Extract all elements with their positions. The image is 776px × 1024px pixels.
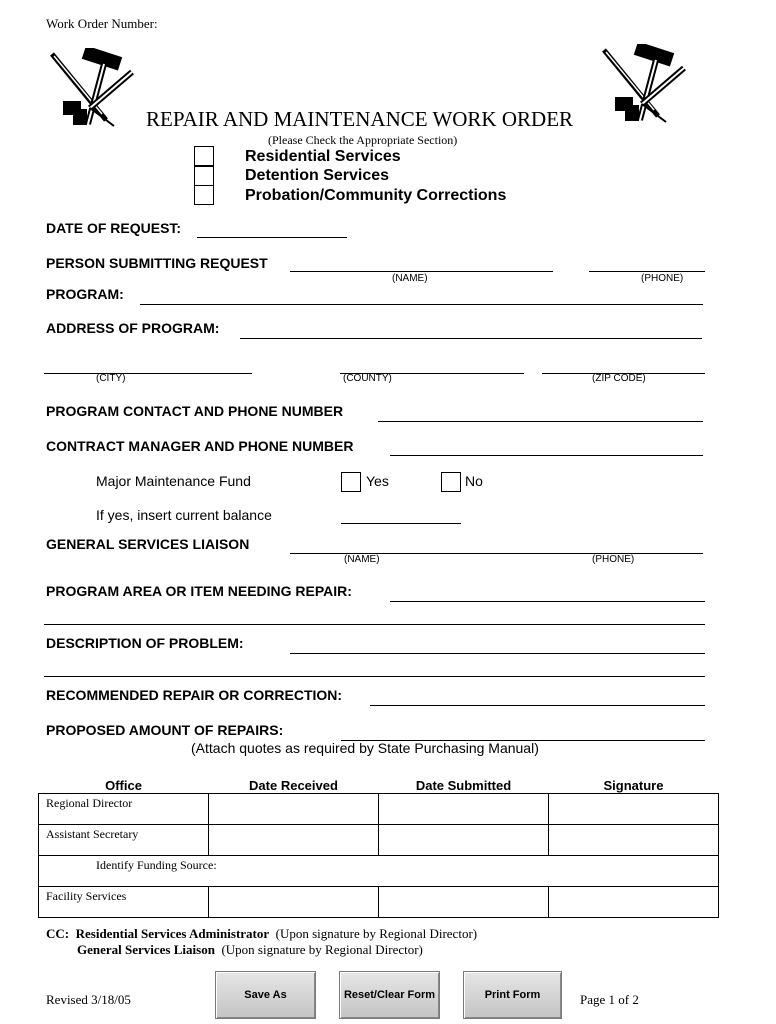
contract-manager-label: CONTRACT MANAGER AND PHONE NUMBER bbox=[46, 438, 354, 454]
city-field[interactable] bbox=[44, 373, 252, 374]
row-label-assistant-secretary: Assistant Secretary bbox=[39, 825, 209, 856]
revised-date: Revised 3/18/05 bbox=[46, 992, 131, 1007]
page-subtitle: (Please Check the Appropriate Section) bbox=[268, 133, 458, 147]
date-of-request-label: DATE OF REQUEST: bbox=[46, 220, 182, 236]
assistant-secretary-date-received[interactable] bbox=[209, 825, 379, 856]
checkbox-fund-no[interactable] bbox=[441, 472, 461, 492]
date-of-request-field[interactable] bbox=[197, 237, 347, 238]
no-label: No bbox=[465, 473, 483, 489]
description-field[interactable] bbox=[290, 653, 705, 654]
cc-prefix: CC: bbox=[46, 926, 70, 941]
area-needing-repair-field-2[interactable] bbox=[44, 624, 705, 625]
facility-services-signature[interactable] bbox=[549, 887, 719, 918]
program-contact-label: PROGRAM CONTACT AND PHONE NUMBER bbox=[46, 403, 344, 419]
section-label-detention: Detention Services bbox=[245, 167, 390, 184]
area-needing-repair-label: PROGRAM AREA OR ITEM NEEDING REPAIR: bbox=[46, 583, 352, 599]
header-date-submitted: Date Submitted bbox=[415, 777, 512, 793]
row-label-facility-services: Facility Services bbox=[39, 887, 209, 918]
approval-table bbox=[38, 777, 719, 918]
regional-director-date-submitted[interactable] bbox=[379, 794, 549, 825]
identify-funding-source-label: Identify Funding Source: bbox=[96, 858, 217, 872]
section-label-probation: Probation/Community Corrections bbox=[245, 187, 507, 204]
header-office: Office bbox=[105, 777, 142, 793]
regional-director-signature[interactable] bbox=[549, 794, 719, 825]
address-of-program-label: ADDRESS OF PROGRAM: bbox=[46, 320, 220, 336]
description-field-2[interactable] bbox=[44, 676, 705, 677]
assistant-secretary-signature[interactable] bbox=[549, 825, 719, 856]
area-needing-repair-field[interactable] bbox=[390, 601, 705, 602]
address-field[interactable] bbox=[240, 338, 702, 339]
row-label-regional-director: Regional Director bbox=[39, 794, 209, 825]
program-contact-field[interactable] bbox=[378, 421, 703, 422]
zip-code-hint: (ZIP CODE) bbox=[592, 373, 646, 384]
section-label-residential: Residential Services bbox=[245, 148, 401, 165]
work-order-number-field[interactable] bbox=[170, 29, 370, 30]
yes-label: Yes bbox=[366, 473, 389, 489]
person-submitting-phone-field[interactable] bbox=[589, 271, 705, 272]
header-date-received: Date Received bbox=[249, 777, 338, 793]
current-balance-field[interactable] bbox=[341, 523, 461, 524]
recommended-repair-label: RECOMMENDED REPAIR OR CORRECTION: bbox=[46, 687, 343, 703]
checkbox-fund-yes[interactable] bbox=[341, 472, 361, 492]
page-number: Page 1 of 2 bbox=[580, 992, 639, 1007]
identify-funding-source-cell[interactable] bbox=[39, 856, 719, 887]
program-label: PROGRAM: bbox=[46, 286, 124, 302]
recommended-repair-field[interactable] bbox=[370, 705, 705, 706]
cc-residential-note: (Upon signature by Regional Director) bbox=[275, 926, 478, 941]
assistant-secretary-date-submitted[interactable] bbox=[379, 825, 549, 856]
cc-line-2 bbox=[77, 942, 423, 958]
contract-manager-field[interactable] bbox=[390, 455, 703, 456]
page-title: REPAIR AND MAINTENANCE WORK ORDER bbox=[146, 107, 574, 131]
liaison-phone-hint: (PHONE) bbox=[592, 554, 635, 565]
table-row bbox=[39, 887, 719, 918]
description-label: DESCRIPTION OF PROBLEM: bbox=[46, 635, 244, 651]
person-submitting-label: PERSON SUBMITTING REQUEST bbox=[46, 255, 268, 271]
cc-line-1 bbox=[46, 926, 477, 942]
tools-icon-left bbox=[44, 48, 140, 130]
table-row bbox=[39, 856, 719, 887]
liaison-name-hint: (NAME) bbox=[344, 554, 380, 565]
regional-director-date-received[interactable] bbox=[209, 794, 379, 825]
current-balance-label: If yes, insert current balance bbox=[96, 507, 272, 523]
checkbox-residential-services[interactable] bbox=[194, 146, 214, 166]
name-hint: (NAME) bbox=[392, 273, 428, 284]
proposed-amount-label: PROPOSED AMOUNT OF REPAIRS: bbox=[46, 722, 284, 738]
facility-services-date-received[interactable] bbox=[209, 887, 379, 918]
checkbox-probation-community-corrections[interactable] bbox=[194, 185, 214, 205]
header-signature: Signature bbox=[603, 777, 664, 793]
tools-icon-right bbox=[596, 44, 692, 126]
cc-liaison-note: (Upon signature by Regional Director) bbox=[221, 942, 423, 957]
city-hint: (CITY) bbox=[96, 373, 126, 384]
phone-hint: (PHONE) bbox=[641, 273, 684, 284]
cc-liaison: General Services Liaison bbox=[77, 942, 215, 957]
attach-quotes-note: (Attach quotes as required by State Purchasing Manual) bbox=[191, 740, 539, 756]
checkbox-detention-services[interactable] bbox=[194, 166, 214, 186]
general-services-liaison-label: GENERAL SERVICES LIAISON bbox=[46, 536, 250, 552]
county-hint: (COUNTY) bbox=[343, 373, 392, 384]
print-form-button[interactable]: Print Form bbox=[463, 971, 562, 1019]
cc-residential-admin: Residential Services Administrator bbox=[75, 926, 270, 941]
facility-services-date-submitted[interactable] bbox=[379, 887, 549, 918]
reset-clear-form-button[interactable]: Reset/Clear Form bbox=[339, 971, 440, 1019]
person-submitting-name-field[interactable] bbox=[290, 271, 553, 272]
program-field[interactable] bbox=[140, 304, 703, 305]
major-maintenance-fund-label: Major Maintenance Fund bbox=[96, 473, 251, 489]
save-as-button[interactable]: Save As bbox=[215, 971, 316, 1019]
work-order-number-label: Work Order Number: bbox=[46, 16, 158, 31]
table-row bbox=[39, 825, 719, 856]
table-row bbox=[39, 794, 719, 825]
